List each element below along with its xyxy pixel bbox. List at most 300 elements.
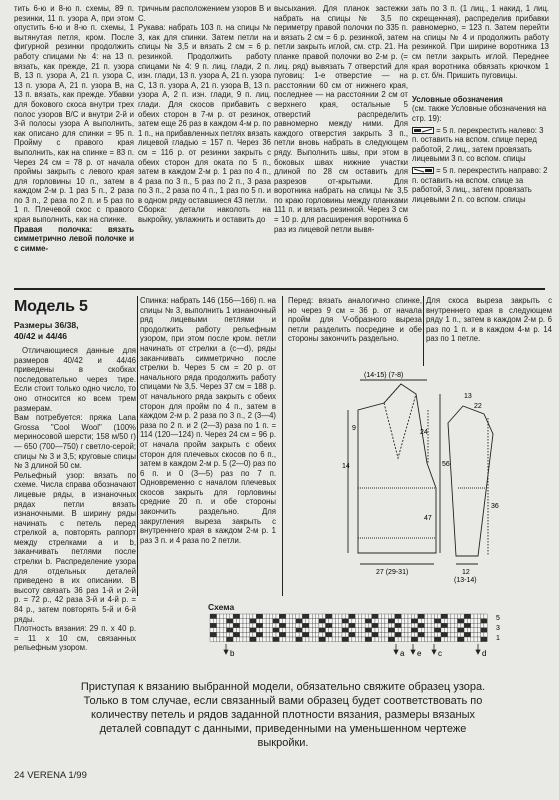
chart-cell (458, 632, 461, 637)
chart-cell (236, 614, 239, 619)
chart-cell (332, 623, 335, 628)
chart-cell (329, 623, 332, 628)
chart-cell (276, 623, 279, 628)
chart-cell (217, 623, 220, 628)
chart-cell (223, 632, 226, 637)
row-number: 5 (496, 615, 500, 622)
chart-cell (484, 632, 487, 637)
chart-cell (210, 619, 213, 624)
chart-cell (296, 614, 299, 619)
chart-cell (401, 619, 404, 624)
chart-cell (266, 619, 269, 624)
chart-cell (355, 619, 358, 624)
chart-cell (438, 623, 441, 628)
chart-cell (283, 619, 286, 624)
chart-cell (484, 614, 487, 619)
chart-cell (273, 632, 276, 637)
chart-cell (378, 637, 381, 642)
chart-cell (246, 614, 249, 619)
chart-cell (378, 619, 381, 624)
chart-cell (240, 628, 243, 633)
chart-cell (345, 623, 348, 628)
chart-cell (240, 623, 243, 628)
chart-cell (213, 623, 216, 628)
chart-cell (253, 619, 256, 624)
chart-cell (378, 623, 381, 628)
chart-cell (474, 614, 477, 619)
chart-cell (372, 637, 375, 642)
chart-cell (246, 637, 249, 642)
chart-cell (316, 637, 319, 642)
chart-cell (213, 637, 216, 642)
chart-cell (471, 619, 474, 624)
chart-cell (319, 614, 322, 619)
chart-cell (293, 619, 296, 624)
chart-cell (276, 619, 279, 624)
chart-cell (309, 614, 312, 619)
chart-cell (388, 614, 391, 619)
chart-cell (256, 632, 259, 637)
pattern-diagram (288, 368, 552, 598)
paragraph: Для скоса выреза закрыть с внутреннего края в следующем ряду 1 п., затем в каждом 2-м р. 6 раз по 1 п. и в каждом 4-м р. 14 раз по 1 петле. (426, 296, 552, 344)
chart-cell (368, 619, 371, 624)
chart-cell (365, 628, 368, 633)
chart-cell (335, 632, 338, 637)
chart-cell (461, 619, 464, 624)
chart-cell (408, 632, 411, 637)
chart-cell (220, 614, 223, 619)
chart-cell (405, 628, 408, 633)
chart-cell (349, 623, 352, 628)
chart-cell (458, 637, 461, 642)
dim-top-right: 13 (464, 393, 472, 400)
chart-cell (302, 619, 305, 624)
chart-cell (352, 623, 355, 628)
legend-subtitle: (см. также Условные обозначения на стр. 19): (412, 104, 547, 123)
chart-cell (253, 637, 256, 642)
legend-entry-right-cross: = 5 п. перекрестить направо: 2 п. оставить на вспом. спице за работой, 3 лиц., затем провязать лицевыми 2 п. со вспом. спицы (412, 165, 548, 204)
chart-cell (299, 637, 302, 642)
chart-cell (279, 628, 282, 633)
column-divider (282, 296, 283, 596)
paragraph: Отличающиеся данные для размеров 40/42 и 44/46 приведены в скобках последовательно через тире. Если стоит только одно число, то оно относится ко всем трем размерам. (14, 346, 136, 413)
chart-cell (299, 628, 302, 633)
chart-cell (401, 614, 404, 619)
chart-cell (421, 637, 424, 642)
chart-cell (260, 619, 263, 624)
chart-cell (230, 619, 233, 624)
chart-cell (210, 623, 213, 628)
dim-14: 14 (342, 463, 350, 470)
chart-cell (276, 628, 279, 633)
chart-cell (250, 623, 253, 628)
column-divider (137, 296, 138, 596)
chart-cell (401, 623, 404, 628)
chart-cell (388, 619, 391, 624)
chart-cell (256, 637, 259, 642)
chart-cell (263, 619, 266, 624)
chart-cell (438, 637, 441, 642)
chart-cell (408, 614, 411, 619)
chart-cell (434, 637, 437, 642)
chart-cell (359, 637, 362, 642)
chart-cell (448, 632, 451, 637)
chart-cell (415, 632, 418, 637)
chart-cell (227, 628, 230, 633)
chart-cell (283, 614, 286, 619)
chart-cell (302, 614, 305, 619)
chart-cell (368, 628, 371, 633)
chart-cell (283, 632, 286, 637)
chart-cell (316, 632, 319, 637)
chart-cell (454, 614, 457, 619)
chart-cell (289, 637, 292, 642)
chart-cell (349, 637, 352, 642)
chart-cell (253, 632, 256, 637)
chart-cell (398, 619, 401, 624)
chart-cell (306, 623, 309, 628)
chart-cell (365, 632, 368, 637)
chart-cell (362, 628, 365, 633)
model-title: Модель 5 (14, 298, 88, 315)
chart-cell (365, 637, 368, 642)
chart-cell (441, 628, 444, 633)
chart-cell (213, 614, 216, 619)
chart-cell (471, 614, 474, 619)
chart-cell (418, 614, 421, 619)
chart-cell (385, 637, 388, 642)
chart-cell (421, 632, 424, 637)
chart-cell (339, 623, 342, 628)
chart-cell (220, 637, 223, 642)
chart-cell (309, 632, 312, 637)
chart-cell (273, 637, 276, 642)
arrow-label: e (417, 649, 422, 658)
chart-cell (243, 619, 246, 624)
chart-cell (233, 614, 236, 619)
page-footer: 24 VERENA 1/99 (14, 770, 87, 781)
chart-cell (289, 619, 292, 624)
chart-cell (375, 623, 378, 628)
chart-cell (213, 632, 216, 637)
paragraph: Рукава: набрать 103 п. на спицы № 3, как для спинки. Затем петли на спицы № 3,5 и вязать 2 см = 6 р. резинкой. Продолжить работу спицами № 4: 9 п. лиц. глади, 2 п. изн. глади, 13 п. узора А, 21 п. узора С, 13 п. узора А, 21 п. узора В, 13 п. узора А, 2 п. изн. глади, 9 п. лиц. глади. Для скосов прибавить с обеих сторон в 7-м р. от резинок, затем еще 26 раз в каждом 4-м р. по 1 п., на прибавленных петлях вязать лицевой гладью = 157 п. Через 36 см = 116 р. от резинки закрыть с обеих сторон для оката по 5 п., затем в каждом 2-м р. 1 раз по 4 п., 4 раза по 3 п., 5 раз по 2 п., 3 раза по 3 п., 2 раза по 4 п., 1 раз по 5 п. и в одном ряду оставшиеся 43 петли. (138, 23, 271, 205)
chart-cell (335, 637, 338, 642)
chart-cell (316, 614, 319, 619)
chart-cell (382, 614, 385, 619)
chart-cell (326, 628, 329, 633)
chart-cell (316, 628, 319, 633)
paragraph: высыхания. Для планок застежки набрать на спицы № 3,5 по периметру правой полочки по 335 п. и вязать 2 см = 6 р. резинкой, затем петли закрыть иглой, см. стр. 21. На планке правой полочки во 2-м р. (= лиц. ряд) вывязать 7 отверстий для пуговиц: 1-е отверстие — на расстоянии 60 см от нижнего края, последнее — на расстоянии 2 см от верхнего края, остальные 5 отверстий распределить равномерно между ними. Для каждого отверстия закрыть 3 п., петли вновь набрать в следующем ряду. Выполнить швы, при этом в боковых швах нижние участки длиной по 28 см оставить для разрезов от-крытыми. Для воротника набрать на спицы № 3,5 по краю горловины между планками 111 п. и вязать резинкой. Через 3 см = 10 р. для расширения воротника 6 раз из лицевой петли вывя- (274, 4, 408, 234)
chart-cell (405, 614, 408, 619)
chart-cell (286, 628, 289, 633)
chart-cell (398, 632, 401, 637)
chart-cell (306, 614, 309, 619)
chart-cell (405, 619, 408, 624)
chart-cell (326, 632, 329, 637)
chart-cell (342, 632, 345, 637)
chart-cell (227, 637, 230, 642)
chart-cell (365, 623, 368, 628)
chart-cell (385, 614, 388, 619)
schema-title: Схема (208, 602, 235, 612)
chart-cell (421, 623, 424, 628)
chart-cell (355, 623, 358, 628)
chart-cell (279, 632, 282, 637)
chart-cell (434, 614, 437, 619)
chart-cell (451, 619, 454, 624)
chart-cell (481, 614, 484, 619)
chart-cell (329, 619, 332, 624)
chart-cell (395, 628, 398, 633)
chart-cell (273, 628, 276, 633)
chart-cell (345, 632, 348, 637)
chart-cell (289, 614, 292, 619)
chart-cell (398, 628, 401, 633)
chart-cell (322, 632, 325, 637)
chart-cell (471, 637, 474, 642)
chart-cell (345, 619, 348, 624)
chart-cell (395, 614, 398, 619)
chart-cell (372, 619, 375, 624)
dim-56: 56 (442, 461, 450, 468)
chart-cell (467, 637, 470, 642)
chart-cell (372, 614, 375, 619)
chart-cell (385, 628, 388, 633)
chart-cell (418, 632, 421, 637)
chart-cell (299, 619, 302, 624)
chart-cell (467, 632, 470, 637)
chart-cell (349, 619, 352, 624)
chart-cell (263, 614, 266, 619)
chart-cell (477, 619, 480, 624)
chart-cell (441, 619, 444, 624)
bottom-column-4 (426, 296, 552, 368)
chart-cell (382, 619, 385, 624)
chart-cell (382, 637, 385, 642)
chart-cell (415, 619, 418, 624)
chart-cell (448, 623, 451, 628)
chart-cell (269, 623, 272, 628)
chart-cell (227, 614, 230, 619)
chart-cell (299, 614, 302, 619)
chart-cell (223, 614, 226, 619)
chart-cell (345, 614, 348, 619)
chart-cell (352, 637, 355, 642)
chart-cell (395, 619, 398, 624)
chart-cell (401, 628, 404, 633)
chart-cell (230, 614, 233, 619)
chart-cell (349, 628, 352, 633)
chart-cell (408, 637, 411, 642)
chart-cell (276, 632, 279, 637)
chart-cell (283, 637, 286, 642)
chart-cell (322, 614, 325, 619)
chart-cell (296, 619, 299, 624)
chart-cell (428, 637, 431, 642)
chart-cell (415, 623, 418, 628)
bottom-column-3 (288, 296, 422, 368)
chart-cell (342, 614, 345, 619)
chart-cell (434, 628, 437, 633)
chart-cell (451, 632, 454, 637)
top-column-3 (274, 4, 408, 274)
cross-left-symbol-icon (412, 127, 434, 134)
chart-cell (392, 619, 395, 624)
chart-cell (309, 619, 312, 624)
chart-cell (431, 614, 434, 619)
chart-cell (233, 637, 236, 642)
chart-cell (230, 628, 233, 633)
chart-cell (451, 637, 454, 642)
chart-cell (431, 637, 434, 642)
dim-sleeve-2: (13-14) (454, 577, 477, 584)
chart-cell (312, 614, 315, 619)
chart-cell (375, 637, 378, 642)
chart-cell (392, 623, 395, 628)
chart-cell (332, 614, 335, 619)
chart-cell (359, 619, 362, 624)
chart-cell (233, 628, 236, 633)
paragraph: тить 6-ю и 8-ю п. схемы, 89 п. резинки, 11 п. узора А, при этом опустить 6-ю и 8-ю п. схемы, 1 вытянутая петля, кром. После фигурной резинки продолжить работу спицами № 4: на 13 п. вязать, как прежде, 21 п. узора В, 13 п. узора А, 21 п. узора С, 13 п. узора А, 21 п. узора В, на 13 п. вязать, как прежде. Убавки для бокового скоса внутри трех полос узоров В/С и внутри 2-й и 3-й полосы узора А выполнить, как описано для спинки = 95 п. Пройму с правого края выполнить, как на спинке = 83 п. Через 24 см = 78 р. от начала проймы закрыть с левого края для горловины 10 п., затем в каждом 2-м р. 1 раз 5 п., 2 раза по 3 п., 2 раза по 2 п. и 5 раз по 1 п. Плечевой скос с правого края выполнить, как на спинке. (14, 4, 134, 225)
chart-cell (464, 637, 467, 642)
chart-cell (431, 623, 434, 628)
chart-cell (481, 619, 484, 624)
chart-cell (263, 628, 266, 633)
chart-cell (250, 614, 253, 619)
chart-cell (227, 623, 230, 628)
chart-cell (256, 614, 259, 619)
chart-cell (339, 632, 342, 637)
chart-cell (448, 619, 451, 624)
chart-cell (392, 628, 395, 633)
chart-cell (332, 628, 335, 633)
chart-cell (223, 628, 226, 633)
chart-cell (243, 628, 246, 633)
chart-cell (484, 637, 487, 642)
chart-cell (227, 619, 230, 624)
chart-cell (329, 628, 332, 633)
chart-cell (454, 632, 457, 637)
chart-cell (293, 628, 296, 633)
chart-cell (230, 623, 233, 628)
chart-cell (378, 628, 381, 633)
chart-cell (411, 623, 414, 628)
chart-cell (372, 628, 375, 633)
chart-cell (250, 628, 253, 633)
chart-cell (286, 619, 289, 624)
chart-cell (230, 632, 233, 637)
chart-cell (425, 628, 428, 633)
chart-cell (250, 637, 253, 642)
chart-cell (428, 619, 431, 624)
chart-cell (253, 628, 256, 633)
chart-cell (246, 628, 249, 633)
chart-cell (256, 619, 259, 624)
chart-cell (458, 623, 461, 628)
chart-cell (382, 623, 385, 628)
chart-cell (428, 623, 431, 628)
chart-cell (332, 637, 335, 642)
chart-cell (425, 619, 428, 624)
chart-cell (263, 637, 266, 642)
chart-cell (302, 632, 305, 637)
chart-cell (319, 623, 322, 628)
chart-cell (342, 623, 345, 628)
chart-cell (289, 628, 292, 633)
chart-cell (395, 637, 398, 642)
chart-cell (293, 632, 296, 637)
chart-cell (306, 637, 309, 642)
chart-cell (293, 614, 296, 619)
chart-cell (477, 628, 480, 633)
chart-cell (421, 628, 424, 633)
chart-cell (302, 623, 305, 628)
chart-cell (269, 637, 272, 642)
chart-cell (326, 614, 329, 619)
chart-cell (461, 637, 464, 642)
chart-cell (250, 619, 253, 624)
dim-sleeve-top: 22 (474, 403, 482, 410)
chart-cell (444, 632, 447, 637)
chart-cell (220, 619, 223, 624)
chart-cell (477, 637, 480, 642)
chart-cell (256, 623, 259, 628)
chart-cell (359, 623, 362, 628)
chart-cell (342, 628, 345, 633)
chart-cell (266, 632, 269, 637)
paragraph: тричным расположением узоров В и С. (138, 4, 271, 23)
chart-cell (461, 614, 464, 619)
chart-cell (411, 619, 414, 624)
chart-cell (368, 632, 371, 637)
chart-cell (372, 632, 375, 637)
chart-cell (451, 628, 454, 633)
paragraph: Перед: вязать аналогично спинке, но через 9 см = 36 р. от начала пройм для V-образного выреза петли разделить посредине и обе стороны закончить раздельно. (288, 296, 422, 344)
chart-cell (309, 637, 312, 642)
chart-cell (279, 619, 282, 624)
chart-cell (286, 623, 289, 628)
chart-cell (385, 623, 388, 628)
chart-cell (411, 632, 414, 637)
chart-cell (467, 628, 470, 633)
chart-cell (342, 619, 345, 624)
chart-cell (415, 628, 418, 633)
chart-cell (428, 632, 431, 637)
chart-cell (461, 623, 464, 628)
chart-cell (467, 623, 470, 628)
dim-47: 47 (424, 515, 432, 522)
chart-cell (349, 614, 352, 619)
chart-cell (477, 614, 480, 619)
chart-cell (210, 637, 213, 642)
chart-cell (431, 619, 434, 624)
chart-cell (434, 623, 437, 628)
chart-cell (392, 632, 395, 637)
chart-cell (213, 628, 216, 633)
chart-cell (461, 628, 464, 633)
chart-cell (418, 623, 421, 628)
chart-cell (484, 619, 487, 624)
chart-cell (312, 628, 315, 633)
chart-cell (444, 637, 447, 642)
chart-cell (355, 632, 358, 637)
chart-cell (210, 628, 213, 633)
chart-cell (260, 623, 263, 628)
chart-cell (246, 623, 249, 628)
cross-right-symbol-icon (412, 167, 434, 174)
chart-cell (293, 637, 296, 642)
chart-cell (253, 614, 256, 619)
